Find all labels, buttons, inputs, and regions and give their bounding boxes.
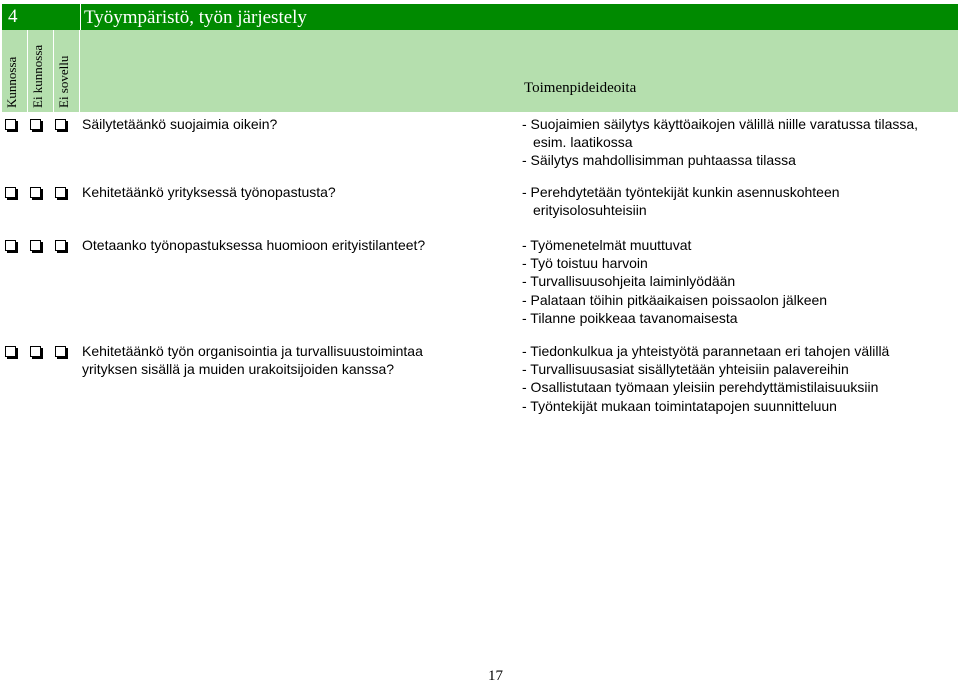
column-label-ei-kunnossa: Ei kunnossa — [30, 44, 45, 108]
idea-item: esim. laatikossa — [533, 134, 633, 151]
idea-item: - Turvallisuusasiat sisällytetään yhteisiin palavereihin — [522, 361, 849, 378]
idea-item: - Turvallisuusohjeita laiminlyödään — [522, 273, 736, 290]
question-text: Kehitetäänkö yrityksessä työnopastusta? — [82, 184, 336, 200]
section-title: Työympäristö, työn järjestely — [84, 7, 307, 28]
question-text: Säilytetäänkö suojaimia oikein? — [82, 116, 278, 132]
page-number: 17 — [488, 668, 503, 684]
question-text: Kehitetäänkö työn organisointia ja turvallisuustoimintaa yrityksen sisällä ja muiden urakoitsijoiden kanssa? — [82, 343, 423, 377]
idea-item: - Työntekijät mukaan toimintatapojen suunnitteluun — [522, 397, 837, 414]
column-ei-kunnossa — [28, 30, 54, 112]
ideas-list — [522, 342, 952, 415]
checkbox-ei-sovellu[interactable] — [55, 346, 66, 357]
idea-item: - Palataan töihin pitkäaikaisen poissaolon jälkeen — [522, 291, 828, 308]
column-header-row — [2, 30, 958, 112]
idea-item: - Säilytys mahdollisimman puhtaassa tilassa — [522, 152, 796, 169]
checkbox-ei-kunnossa[interactable] — [30, 240, 41, 251]
checkbox-ei-kunnossa[interactable] — [30, 119, 41, 130]
ideas-list — [522, 236, 952, 327]
idea-item: - Perehdytetään työntekijät kunkin asennuskohteen — [522, 184, 840, 200]
idea-item: - Työmenetelmät muuttuvat — [522, 237, 692, 253]
idea-item: - Suojaimien säilytys käyttöaikojen välillä niille varatussa tilassa, — [522, 116, 919, 132]
checkbox-group — [5, 346, 68, 357]
idea-item: - Osallistutaan työmaan yleisiin perehdyttämistilaisuuksiin — [522, 379, 879, 396]
checkbox-ei-kunnossa[interactable] — [30, 346, 41, 357]
checkbox-group — [5, 187, 68, 198]
checkbox-ei-sovellu[interactable] — [55, 187, 66, 198]
column-ei-sovellu — [54, 30, 80, 112]
column-label-ei-sovellu: Ei sovellu — [56, 55, 71, 108]
checkbox-kunnossa[interactable] — [5, 119, 16, 130]
checkbox-ei-sovellu[interactable] — [55, 240, 66, 251]
section-header — [2, 4, 958, 30]
ideas-list — [522, 115, 952, 170]
question-text: Otetaanko työnopastuksessa huomioon erityistilanteet? — [82, 237, 426, 253]
ideas-list — [522, 183, 952, 219]
checkbox-kunnossa[interactable] — [5, 240, 16, 251]
checkbox-kunnossa[interactable] — [5, 346, 16, 357]
checkbox-ei-sovellu[interactable] — [55, 119, 66, 130]
checkbox-ei-kunnossa[interactable] — [30, 187, 41, 198]
idea-item: - Tiedonkulkua ja yhteistyötä parannetaan eri tahojen välillä — [522, 343, 890, 359]
checkbox-kunnossa[interactable] — [5, 187, 16, 198]
column-kunnossa — [2, 30, 28, 112]
idea-item: erityisolosuhteisiin — [533, 202, 647, 219]
section-number: 4 — [8, 6, 18, 27]
checkbox-group — [5, 119, 68, 130]
checkbox-group — [5, 240, 68, 251]
column-label-kunnossa: Kunnossa — [4, 56, 19, 108]
idea-item: - Työ toistuu harvoin — [522, 255, 648, 272]
idea-item: - Tilanne poikkeaa tavanomaisesta — [522, 309, 738, 326]
ideas-column-header: Toimenpideideoita — [524, 80, 637, 96]
header-divider — [80, 4, 81, 30]
